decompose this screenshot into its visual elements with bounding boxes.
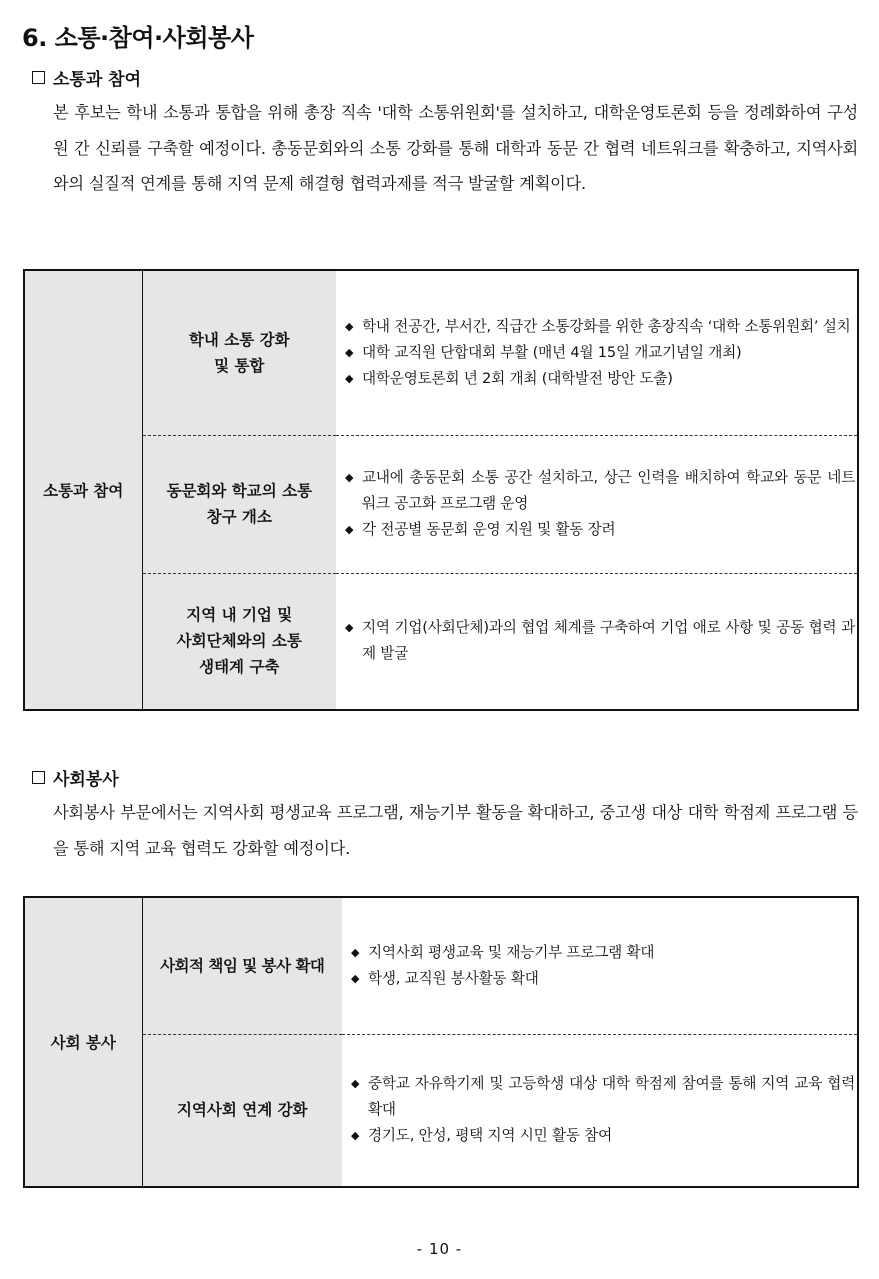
list-item: ◆ 대학운영토론회 년 2회 개최 (대학발전 방안 도출) [336, 366, 855, 392]
diamond-bullet-icon: ◆ [345, 371, 354, 385]
list-item: ◆ 학내 전공간, 부서간, 직급간 소통강화를 위한 총장직속 ‘대학 소통위원회’ 설치 [336, 314, 855, 340]
table-social-service [23, 896, 859, 1188]
diamond-bullet-icon: ◆ [351, 945, 360, 959]
diamond-bullet-icon: ◆ [345, 621, 354, 635]
list-item: ◆ 학생, 교직원 봉사활동 확대 [342, 966, 855, 992]
table-row [24, 1034, 858, 1187]
diamond-bullet-icon: ◆ [345, 345, 354, 359]
row-label-cell: 학내 소통 강화 및 통합 [142, 270, 336, 435]
diamond-bullet-icon: ◆ [351, 971, 360, 985]
row-content-cell [336, 573, 858, 710]
paragraph-communication: 본 후보는 학내 소통과 통합을 위해 총장 직속 '대학 소통위원회'를 설치하고, 대학운영토론회 등을 정례화하여 구성원 간 신뢰를 구축할 예정이다. 총동문회와의 소통 강화를 통해 대학과 동문 간 협력 네트워크를 확충하고, 지역사회와의 실질적 연계를 통해 지역 문제 해결형 협력과제를 적극 발굴할 계획이다. [53, 103, 858, 193]
table-row [24, 573, 858, 710]
diamond-bullet-icon: ◆ [345, 523, 354, 536]
list-item: ◆ 중학교 자유학기제 및 고등학생 대상 대학 학점제 참여를 통해 지역 교육 협력 확대 [342, 1071, 855, 1123]
diamond-bullet-icon: ◆ [351, 1077, 360, 1091]
section-heading: 6. 소통·참여·사회봉사 [22, 24, 254, 52]
list-item: ◆ 지역 기업(사회단체)과의 협업 체계를 구축하여 기업 애로 사항 및 공동 협력 과제 발굴 [336, 615, 855, 667]
row-label-cell: 동문회와 학교의 소통 창구 개소 [142, 435, 336, 573]
page-number: - 10 - [416, 1240, 463, 1258]
list-item: ◆ 교내에 총동문회 소통 공간 설치하고, 상근 인력을 배치하여 학교와 동문 네트워크 공고화 프로그램 운영 [336, 465, 855, 517]
table-row [24, 897, 858, 1034]
table-row [24, 435, 858, 573]
category-cell: 사회 봉사 [24, 897, 142, 1187]
list-item: ◆ 지역사회 평생교육 및 재능기부 프로그램 확대 [342, 940, 855, 966]
table-communication [23, 269, 859, 711]
diamond-bullet-icon: ◆ [351, 1129, 360, 1143]
category-cell: 소통과 참여 [24, 270, 142, 710]
row-content-cell [342, 1034, 858, 1187]
checkbox-square-icon [32, 771, 45, 784]
row-label-cell: 사회적 책임 및 봉사 확대 [142, 897, 342, 1034]
row-content-cell [336, 435, 858, 573]
row-content-cell [336, 270, 858, 435]
list-item: ◆ 대학 교직원 단합대회 부활 (매년 4월 15일 개교기념일 개최) [336, 340, 855, 366]
diamond-bullet-icon: ◆ [345, 471, 354, 484]
checkbox-square-icon [32, 71, 45, 84]
list-item: ◆ 경기도, 안성, 평택 지역 시민 활동 참여 [342, 1123, 855, 1149]
row-content-cell [342, 897, 858, 1034]
subsection-title-social-service: 사회봉사 [32, 765, 119, 790]
table-row [24, 270, 858, 435]
row-label-cell: 지역 내 기업 및 사회단체와의 소통 생태계 구축 [142, 573, 336, 710]
subsection-title-communication: 소통과 참여 [32, 65, 141, 90]
diamond-bullet-icon: ◆ [345, 319, 354, 333]
list-item: ◆ 각 전공별 동문회 운영 지원 및 활동 장려 [336, 517, 855, 543]
row-label-cell: 지역사회 연계 강화 [142, 1034, 342, 1187]
paragraph-social-service: 사회봉사 부문에서는 지역사회 평생교육 프로그램, 재능기부 활동을 확대하고, 중고생 대상 대학 학점제 프로그램 등을 통해 지역 교육 협력도 강화할 예정이다. [53, 803, 858, 858]
